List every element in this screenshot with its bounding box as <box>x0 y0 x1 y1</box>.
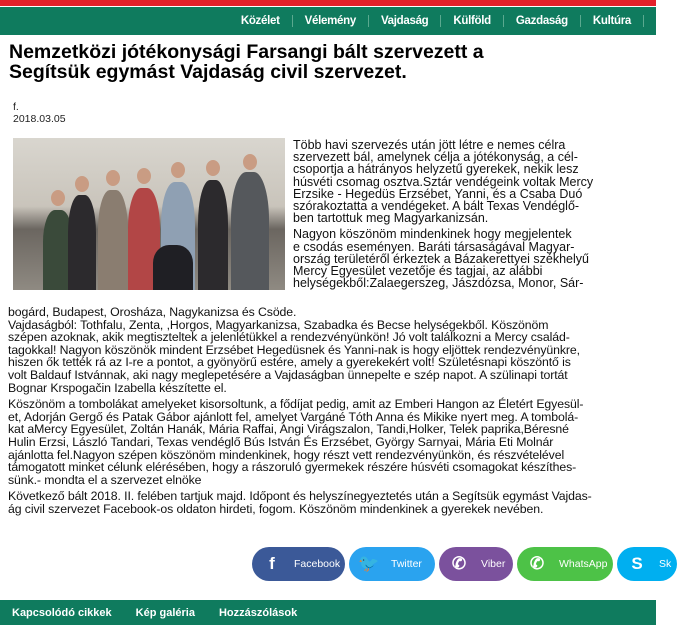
text-line: hiszen ők tették rá az I-re a pontot, a gyönyörű estére, amely a gyerekekért volt! Születésnapi köszöntő is <box>8 355 571 370</box>
tab-0[interactable]: Kapcsolódó cikkek <box>12 606 112 619</box>
share-viber-button[interactable] <box>439 547 513 581</box>
text-line: et, Adorján Gergő és Patak Gábor ajánlott fel, amelyet Vargáné Tóth Anna és Mikike nyert meg. A tombolá- <box>8 409 579 424</box>
share-twitter-button[interactable] <box>349 547 435 581</box>
facebook-icon: f <box>269 554 275 573</box>
share-label: Viber <box>481 558 506 570</box>
nav-item-kultúra[interactable]: Kultúra <box>581 15 644 27</box>
article-text-right <box>293 139 593 289</box>
tab-2[interactable]: Hozzászólások <box>218 606 298 619</box>
share-sk-button[interactable] <box>617 547 677 581</box>
text-line: Nagyon köszönöm mindenkinek hogy megjelentek <box>293 227 572 242</box>
nav-item-vajdaság[interactable]: Vajdaság <box>369 15 441 27</box>
whatsapp-icon: ✆ <box>529 554 545 573</box>
text-line: ajánlotta fel.Nagyon szépen köszönöm mindenkinek, hogy részt vett rendezvényünkön, és részvételével <box>8 447 565 462</box>
article-photo[interactable] <box>13 138 285 290</box>
bottom-tabs <box>0 600 656 625</box>
text-line: helységekből:Zalaegerszeg, Jászdózsa, Monor, Sár- <box>293 276 584 291</box>
title-line: Nemzetközi jótékonysági Farsangi bált szervezett a <box>9 41 484 63</box>
main-nav <box>0 7 656 35</box>
nav-item-közélet[interactable]: Közélet <box>229 15 293 27</box>
text-line: ben tartottuk meg Magyarkanizsán. <box>293 211 489 226</box>
text-line: ország területéről érkeztek a Bázakerettyei székhelyű <box>293 251 589 266</box>
text-line: sünk.- mondta el a szervezet elnöke <box>8 472 202 487</box>
article-title <box>9 42 484 82</box>
text-line: bogárd, Budapest, Orosháza, Nagykanizsa és Csöde. <box>8 305 297 319</box>
title-line: Segítsük egymást Vajdaság civil szervezet. <box>9 61 407 83</box>
text-line: szórakoztatta a vendégeket. A bált Texas Vendéglő- <box>293 199 580 214</box>
text-line: támogatott minket célunk elérésében, hogy a rászoruló gyermekek részére húsvéti csomagokat készíthes- <box>8 460 577 475</box>
text-line: Köszönöm a tombolákat amelyeket kisorsoltunk, a fődíjat pedig, amit az Emberi Hangon az Életért Egyesül- <box>8 397 584 412</box>
text-line: Erzsike - Hegedüs Erzsébet, Yanni, és a Csaba Duó <box>293 186 583 201</box>
text-line: Több havi szervezés után jött létre e nemes célra <box>293 138 566 152</box>
author: f. <box>13 101 19 113</box>
tab-1[interactable]: Kép galéria <box>135 606 195 619</box>
text-line: ág civil szervezet Facebook-os oldaton hirdeti, fogom. Köszönöm mindenkinek a gyerekek nevében. <box>8 501 544 516</box>
text-line: tagokkal! Nagyon köszönök mindent Erzsébet Hegedüsnek és Yanni-nak is hogy eljöttek rendezvényünkre, <box>8 342 580 357</box>
skype-icon: S <box>631 554 643 573</box>
share-facebook-button[interactable] <box>252 547 345 581</box>
article-meta <box>13 101 66 125</box>
text-line: húsvéti csomag osztva.Sztár vendégeink voltak Mercy <box>293 174 594 189</box>
text-line: szépen azoknak, akik megtiszteltek a jelenlétükkel a rendezvényünkön! Jó volt találkozni a Mercy család- <box>8 330 570 345</box>
share-label: WhatsApp <box>559 558 608 570</box>
text-line: kat aMercy Egyesület, Zoltán Hanák, Mária Raffai, Angi Virágszalon, Tandi,Holker, Telek paprika,Béresné <box>8 422 569 437</box>
text-line: szervezett bál, amelynek célja a jótékonyság, a cél- <box>293 150 578 165</box>
text-line: volt Baldauf Istvánnak, aki nagy meglepetésére a Vajdaságban ünnepelte e szép napot. A szülinapi tortát <box>8 367 568 382</box>
date: 2018.03.05 <box>13 113 66 125</box>
viber-icon: ✆ <box>451 554 467 573</box>
text-line: Következő bált 2018. II. felében tartjuk majd. Időpont és helyszínegyeztetés után a Segítsük egymást Vajdas- <box>8 489 592 504</box>
nav-item-gazdaság[interactable]: Gazdaság <box>504 15 581 27</box>
nav-item-vélemény[interactable]: Vélemény <box>293 15 369 27</box>
text-line: csoportja a hátrányos helyzetű gyerekek, nekik lesz <box>293 162 579 177</box>
share-buttons <box>252 547 677 581</box>
share-label: Facebook <box>294 558 341 570</box>
text-line: Bognar Krspogačin Izabella készítette el. <box>8 380 227 395</box>
text-line: Mercy Egyesület vezetője és tagjai, az alábbi <box>293 264 543 279</box>
text-line: e csodás eseményen. Baráti társaságával Magyar- <box>293 239 575 254</box>
text-line: Hulin Erzsi, László Tandari, Texas vendéglő Bús István És Erzsébet, György Sarnyai, Mária Eti Molnár <box>8 434 554 449</box>
nav-item-külföld[interactable]: Külföld <box>441 15 504 27</box>
share-label: Sk <box>659 558 672 570</box>
share-label: Twitter <box>391 558 422 570</box>
article-text-full <box>8 306 592 516</box>
share-whatsapp-button[interactable] <box>517 547 613 581</box>
text-line: Vajdaságból: Tothfalu, Zenta, ,Horgos, Magyarkanizsa, Szabadka és Becse helységekből. Köszönöm <box>8 317 549 332</box>
twitter-icon: 🐦 <box>358 554 380 573</box>
top-red-bar <box>0 0 656 6</box>
